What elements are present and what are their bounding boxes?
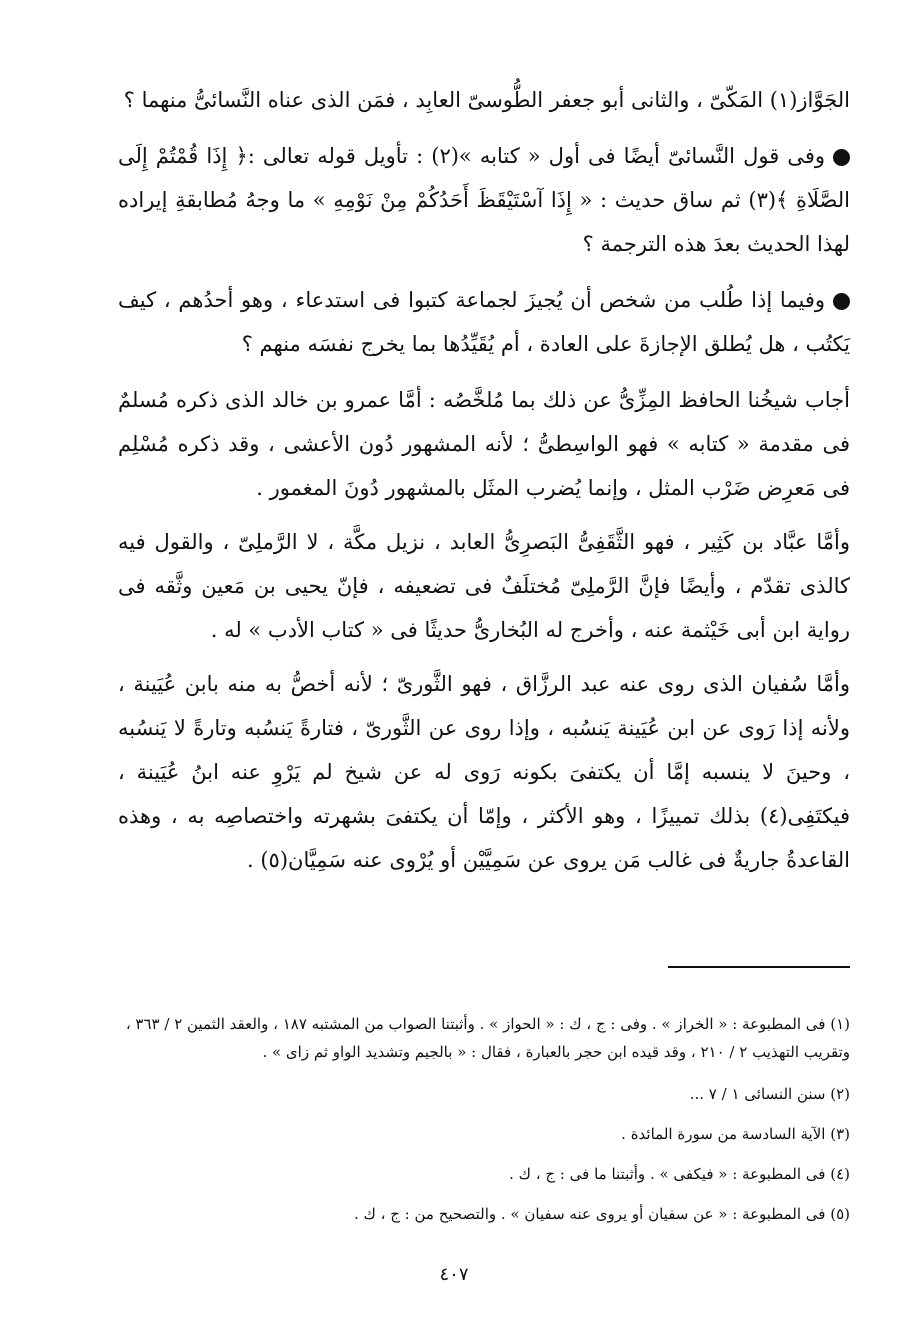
paragraph-text: وفى قول النَّسائىّ أيضًا فى أول « كتابه »(٢) : تأويل قوله تعالى :﴿ إِذَا قُمْتُمْ إِلَى الصَّلَاةِ ﴾(٣) ثم ساق حديث : « إِذَا آسْتَيْقَظَ أَحَدُكُمْ مِنْ نَوْمِهِ » ما وجهُ مُطابقةِ إيراده لهذا الحديث بعدَ هذه الترجمة ؟ <box>118 144 851 256</box>
paragraph <box>118 278 850 366</box>
main-text <box>118 78 850 882</box>
footnote-divider <box>668 966 850 968</box>
paragraph <box>118 134 850 266</box>
paragraph-text: وأمَّا عبَّاد بن كَثِير ، فهو الثَّقَفِىُّ البَصرِىُّ العابد ، نزيل مكَّة ، لا الرَّملِىّ ، والقول فيه كالذى تقدّم ، وأيضًا فإنَّ الرَّملِىّ مُختلَفٌ فى تضعيفه ، فإنّ يحيى بن مَعين وثَّقه فى رواية ابن أبى خَيْثمة عنه ، وأخرج له البُخارىُّ حديثًا فى « كتاب الأدب » له . <box>118 530 850 642</box>
footnote: (٤) فى المطبوعة : « فيكفى » . وأثبتنا ما فى : ج ، ك . <box>509 1165 850 1183</box>
paragraph <box>118 662 850 882</box>
bullet-icon <box>833 149 850 166</box>
footnote: (١) فى المطبوعة : « الخراز » . وفى : ج ، ك : « الحواز » . وأثبتنا الصواب من المشتبه ١٨٧ ، والعقد الثمين ٢ / ٣٦٣ ، وتقريب التهذيب ٢ / ٢١٠ ، وقد قيده ابن حجر بالعبارة ، فقال : « بالجيم وتشديد الواو ثم زاى » . <box>125 1015 850 1061</box>
footnote: (٣) الآية السادسة من سورة المائدة . <box>621 1125 850 1143</box>
paragraph <box>118 78 850 122</box>
paragraph-text: الجَوَّاز(١) المَكّىّ ، والثانى أبو جعفر الطُّوسىّ العابِد ، فمَن الذى عناه النَّسائىُّ منهما ؟ <box>123 88 850 112</box>
paragraph-text: أجاب شيخُنا الحافظ المِزِّىُّ عن ذلك بما مُلخَّصُه : أمَّا عمرو بن خالد الذى ذكره مُسلمٌ فى مقدمة « كتابه » فهو الواسِطىُّ ؛ لأنه المشهور دُون الأعشى ، وقد ذكره مُسْلِم فى مَعرِض ضَرْب المثل ، وإنما يُضرب المثَل بالمشهور دُونَ المغمور . <box>118 388 850 500</box>
paragraph <box>118 520 850 652</box>
footnote: (٢) سنن النسائى ١ / ٧ ... <box>689 1085 850 1103</box>
paragraph <box>118 378 850 510</box>
page-number: ٤٠٧ <box>439 1264 469 1285</box>
footnote: (٥) فى المطبوعة : « عن سفيان أو يروى عنه سفيان » . والتصحيح من : ج ، ك . <box>353 1205 850 1223</box>
paragraph-text: وفيما إذا طُلب من شخص أن يُجيزَ لجماعة كتبوا فى استدعاء ، وهو أحدُهم ، كيف يَكتُب ، هل يُطلق الإجازةَ على العادة ، أم يُقَيِّدُها بما يخرج نفسَه منهم ؟ <box>118 288 850 356</box>
bullet-icon <box>833 293 850 310</box>
footnotes <box>118 1010 850 1240</box>
paragraph-text: وأمَّا سُفيان الذى روى عنه عبد الرزَّاق ، فهو الثَّورىّ ؛ لأنه أخصُّ به منه بابن عُيَينة ، ولأنه إذا رَوى عن ابن عُيَينة يَنسُبه ، وإذا روى عن الثَّورىّ ، فتارةً يَنسُبه وتارةً لا يَنسُبه ، وحينَ لا ينسبه إمَّا أن يكتفىَ بكونه رَوى له عن شيخ لم يَرْوِ عنه ابنُ عُيَينة ، فيكتَفِى(٤) بذلك تمييزًا ، وهو الأكثر ، وإمّا أن يكتفىَ بشهرته واختصاصِه به ، وهذه القاعدةُ جاريةٌ فى غالب مَن يروى عن سَمِيَّيْن أو يُرْوى عنه سَمِيَّان(٥) . <box>118 672 850 872</box>
